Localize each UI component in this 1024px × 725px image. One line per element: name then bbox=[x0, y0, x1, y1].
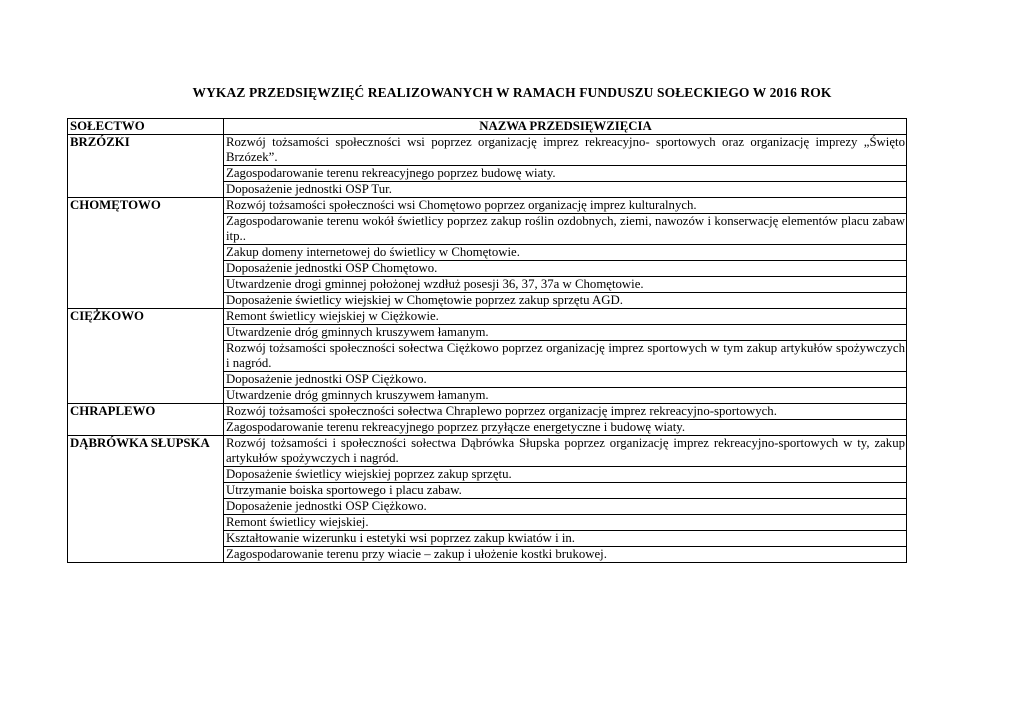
project-cell: Zagospodarowanie terenu rekreacyjnego poprzez budowę wiaty. bbox=[224, 166, 907, 182]
project-cell: Utwardzenie dróg gminnych kruszywem łamanym. bbox=[224, 388, 907, 404]
project-cell: Doposażenie świetlicy wiejskiej w Chomętowie poprzez zakup sprzętu AGD. bbox=[224, 293, 907, 309]
project-cell: Doposażenie świetlicy wiejskiej poprzez zakup sprzętu. bbox=[224, 467, 907, 483]
project-cell: Zagospodarowanie terenu przy wiacie – zakup i ułożenie kostki brukowej. bbox=[224, 547, 907, 563]
project-cell: Rozwój tożsamości społeczności wsi Chomętowo poprzez organizację imprez kulturalnych. bbox=[224, 198, 907, 214]
village-cell: BRZÓZKI bbox=[68, 135, 224, 198]
project-cell: Utwardzenie dróg gminnych kruszywem łamanym. bbox=[224, 325, 907, 341]
project-cell: Utrzymanie boiska sportowego i placu zabaw. bbox=[224, 483, 907, 499]
column-header-project: NAZWA PRZEDSIĘWZIĘCIA bbox=[224, 119, 907, 135]
table-header-row bbox=[68, 119, 907, 135]
village-cell: CHRAPLEWO bbox=[68, 404, 224, 436]
project-cell: Zagospodarowanie terenu wokół świetlicy poprzez zakup roślin ozdobnych, ziemi, nawozów i konserwację elementów placu zabaw itp.. bbox=[224, 214, 907, 245]
document-title: WYKAZ PRZEDSIĘWZIĘĆ REALIZOWANYCH W RAMACH FUNDUSZU SOŁECKIEGO W 2016 ROK bbox=[192, 85, 832, 100]
table-body bbox=[68, 135, 907, 563]
projects-table bbox=[67, 118, 907, 563]
village-cell: DĄBRÓWKA SŁUPSKA bbox=[68, 436, 224, 563]
project-cell: Doposażenie jednostki OSP Chomętowo. bbox=[224, 261, 907, 277]
table-row bbox=[68, 309, 907, 325]
column-header-village: SOŁECTWO bbox=[68, 119, 224, 135]
project-cell: Rozwój tożsamości i społeczności sołectwa Dąbrówka Słupska poprzez organizację imprez rekreacyjno-sportowych w ty, zakup artykułów spożywczych i nagród. bbox=[224, 436, 907, 467]
project-cell: Remont świetlicy wiejskiej. bbox=[224, 515, 907, 531]
table-row bbox=[68, 198, 907, 214]
project-cell: Zakup domeny internetowej do świetlicy w Chomętowie. bbox=[224, 245, 907, 261]
village-cell: CIĘŻKOWO bbox=[68, 309, 224, 404]
village-cell: CHOMĘTOWO bbox=[68, 198, 224, 309]
project-cell: Rozwój tożsamości społeczności sołectwa Chraplewo poprzez organizację imprez rekreacyjno-sportowych. bbox=[224, 404, 907, 420]
project-cell: Doposażenie jednostki OSP Ciężkowo. bbox=[224, 499, 907, 515]
project-cell: Remont świetlicy wiejskiej w Ciężkowie. bbox=[224, 309, 907, 325]
project-cell: Rozwój tożsamości społeczności sołectwa Ciężkowo poprzez organizację imprez sportowych w tym zakup artykułów spożywczych i nagród. bbox=[224, 341, 907, 372]
project-cell: Rozwój tożsamości społeczności wsi poprzez organizację imprez rekreacyjno- sportowych oraz organizację imprezy „Święto Brzózek”. bbox=[224, 135, 907, 166]
project-cell: Doposażenie jednostki OSP Ciężkowo. bbox=[224, 372, 907, 388]
table-row bbox=[68, 404, 907, 420]
table-row bbox=[68, 135, 907, 166]
project-cell: Utwardzenie drogi gminnej położonej wzdłuż posesji 36, 37, 37a w Chomętowie. bbox=[224, 277, 907, 293]
project-cell: Doposażenie jednostki OSP Tur. bbox=[224, 182, 907, 198]
table-row bbox=[68, 436, 907, 467]
project-cell: Kształtowanie wizerunku i estetyki wsi poprzez zakup kwiatów i in. bbox=[224, 531, 907, 547]
project-cell: Zagospodarowanie terenu rekreacyjnego poprzez przyłącze energetyczne i budowę wiaty. bbox=[224, 420, 907, 436]
